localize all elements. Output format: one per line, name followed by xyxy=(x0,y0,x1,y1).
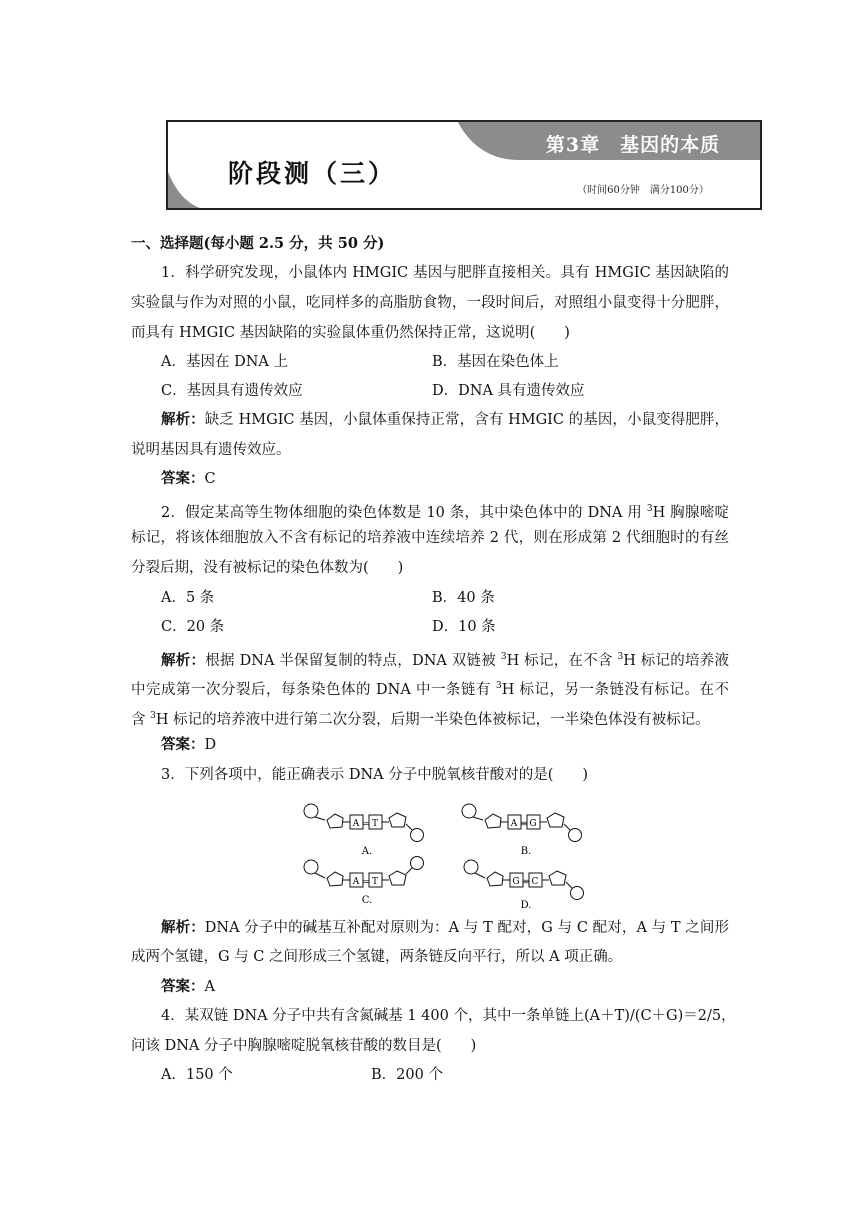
section-heading: 一、选择题(每小题 2.5 分，共 50 分) xyxy=(131,235,385,252)
q1-analysis-line-1 xyxy=(161,410,729,430)
nucleotide-pair-diagram xyxy=(300,800,600,912)
q1-line-3: 而具有 HMGIC 基因缺陷的实验鼠体重仍然保持正常，这说明( ) xyxy=(131,325,570,341)
diagram-label-c: C. xyxy=(361,895,373,906)
analysis-text: 根据 DNA 半保留复制的特点，DNA 双链被 xyxy=(205,652,501,669)
q2-option-b: B．40 条 xyxy=(432,590,495,606)
base-right-b: G xyxy=(529,819,537,829)
diagram-label-b: B. xyxy=(520,846,532,857)
analysis-text: H 标记，在不含 xyxy=(506,652,618,669)
diagram-label-a: A. xyxy=(361,846,373,857)
q2-line-3: 分裂后期，没有被标记的染色体数为( ) xyxy=(131,560,404,576)
analysis-text: H 标记的培养液中进行第二次分裂，后期一半染色体被标记，一半染色体没有被标记。 xyxy=(155,711,710,728)
analysis-text: H 标记，另一条链没有标记。在不 xyxy=(501,681,729,698)
q2-analysis-line-1 xyxy=(161,647,729,671)
chapter-title: 第3章 基因的本质 xyxy=(545,134,721,156)
base-left-a: A xyxy=(352,819,360,829)
analysis-text: 中完成第一次分裂后，每条染色体的 DNA 中一条链有 xyxy=(131,681,497,698)
superscript: 3 xyxy=(646,504,653,514)
q2-option-c: C．20 条 xyxy=(161,619,225,635)
q2-line-2: 标记，将该体细胞放入不含有标记的培养液中连续培养 2 代，则在形成第 2 代细胞时的有丝 xyxy=(131,530,729,546)
superscript: 3 xyxy=(496,681,502,691)
q1-option-b: B．基因在染色体上 xyxy=(432,354,559,370)
analysis-label: 解析： xyxy=(161,411,205,428)
q1-option-a: A．基因在 DNA 上 xyxy=(161,354,288,370)
q1-analysis-line-2: 说明基因具有遗传效应。 xyxy=(131,442,291,458)
bond-b: ≡ xyxy=(520,819,528,828)
q3-answer xyxy=(161,977,729,997)
answer-label: 答案： xyxy=(161,470,205,487)
bond-c: = xyxy=(362,877,370,886)
q1-line-2: 实验鼠与作为对照的小鼠，吃同样多的高脂肪食物，一段时间后，对照组小鼠变得十分肥胖， xyxy=(131,295,729,311)
q2-analysis-line-3 xyxy=(131,706,729,730)
q1-option-c: C．基因具有遗传效应 xyxy=(161,383,303,399)
q2-option-a: A．5 条 xyxy=(161,590,215,606)
analysis-label: 解析： xyxy=(161,919,205,936)
q2-line-1 xyxy=(161,499,729,523)
q4-option-b: B．200 个 xyxy=(371,1067,443,1083)
answer-label: 答案： xyxy=(161,978,205,995)
chapter-banner xyxy=(166,120,762,210)
q1-option-d: D．DNA 具有遗传效应 xyxy=(432,383,585,399)
bond-d: ≡ xyxy=(522,877,530,886)
q3-line-1: 3．下列各项中，能正确表示 DNA 分子中脱氧核苷酸对的是( ) xyxy=(161,767,589,783)
q2-answer xyxy=(161,735,729,755)
diagram-label-d: D. xyxy=(520,900,532,911)
q2-text: 2．假定某高等生物体细胞的染色体数是 10 条，其中染色体中的 DNA 用 xyxy=(161,504,647,521)
q3-analysis-line-2: 成两个氢键，G 与 C 之间形成三个氢键，两条链反向平行，所以 A 项正确。 xyxy=(131,949,623,965)
superscript: 3 xyxy=(150,711,156,721)
base-left-d: G xyxy=(512,877,520,887)
q3-analysis-line-1 xyxy=(161,918,729,938)
answer-value: D xyxy=(204,737,217,753)
analysis-text: 缺乏 HMGIC 基因，小鼠体重保持正常，含有 HMGIC 的基因，小鼠变得肥胖， xyxy=(204,412,730,428)
answer-value: A xyxy=(204,979,215,995)
q4-line-2: 问该 DNA 分子中胸腺嘧啶脱氧核苷酸的数目是( ) xyxy=(131,1038,477,1054)
q2-option-d: D．10 条 xyxy=(432,619,496,635)
q2-analysis-line-2 xyxy=(131,676,729,700)
q2-text: H 胸腺嘧啶 xyxy=(652,504,729,521)
analysis-text: DNA 分子中的碱基互补配对原则为：A 与 T 配对，G 与 C 配对，A 与 T 之间形 xyxy=(204,920,730,936)
stage-title: 阶段测（三） xyxy=(228,159,397,188)
q4-line-1: 4．某双链 DNA 分子中共有含氮碱基 1 400 个，其中一条单链上(A＋T)/(C＋G)＝2/5， xyxy=(161,1008,736,1024)
q4-option-a: A．150 个 xyxy=(161,1067,233,1083)
answer-label: 答案： xyxy=(161,736,205,753)
analysis-text: H 标记的培养液 xyxy=(623,652,729,669)
base-left-c: A xyxy=(352,877,360,887)
answer-value: C xyxy=(204,471,216,487)
base-right-a: T xyxy=(371,819,379,829)
base-left-b: A xyxy=(510,819,518,829)
q1-answer xyxy=(161,469,729,489)
analysis-label: 解析： xyxy=(161,651,206,669)
superscript: 3 xyxy=(500,652,507,662)
base-right-d: C xyxy=(531,877,539,887)
superscript: 3 xyxy=(617,652,624,662)
base-right-c: T xyxy=(371,877,379,887)
bond-a: = xyxy=(362,819,370,828)
analysis-text: 含 xyxy=(131,711,151,728)
q1-line-1: 1．科学研究发现，小鼠体内 HMGIC 基因与肥胖直接相关。具有 HMGIC 基因缺陷的 xyxy=(161,265,729,281)
time-note: （时间60分钟 满分100分） xyxy=(577,185,709,196)
